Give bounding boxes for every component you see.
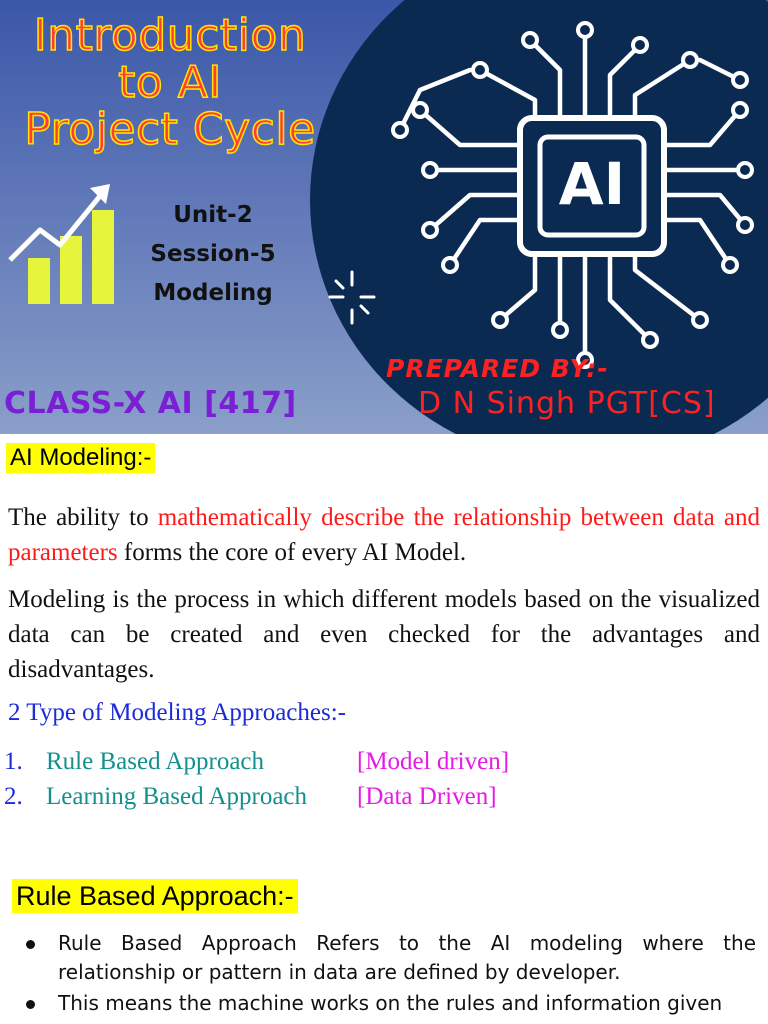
list-item [20, 929, 756, 987]
rule-based-bullets [20, 929, 756, 1020]
cover-banner [0, 0, 768, 434]
session-label: Session-5 [150, 241, 276, 267]
rule-based-heading: Rule Based Approach:- [12, 879, 298, 913]
para1-highlight: mathematically describe the relationship between data and parameters [8, 504, 760, 566]
unit-label: Unit-2 [173, 202, 253, 228]
modeling-process-paragraph: Modeling is the process in which different models based on the visualized data can be created and even checked for the advantages and disadvantages. [8, 586, 760, 683]
approach-tag: [Model driven] [357, 748, 510, 775]
approach-number: 2. [4, 783, 23, 810]
title-line-3: Project Cycle [24, 104, 316, 155]
approach-number: 1. [4, 748, 23, 775]
para1-after: forms the core of every AI Model. [117, 539, 467, 566]
title-line-2: to AI [118, 57, 222, 108]
title-line-1: Introduction [33, 10, 307, 61]
bullet-text: This means the machine works on the rules and information given [58, 991, 723, 1015]
topic-label: Modeling [153, 280, 273, 306]
chip-label: AI [558, 150, 626, 218]
para1-before: The ability to [8, 504, 158, 531]
bullet-icon [26, 940, 35, 949]
bullet-icon [26, 1000, 35, 1009]
approach-name: Learning Based Approach [46, 783, 308, 810]
growth-bar-chart-icon [10, 184, 114, 304]
prepared-by-label: PREPARED BY:- [386, 354, 609, 383]
ai-modeling-heading: AI Modeling:- [6, 443, 155, 473]
unit-info [140, 196, 286, 313]
approach-types-heading: 2 Type of Modeling Approaches:- [8, 699, 347, 726]
modeling-definition-paragraph [8, 500, 760, 570]
author-name: D N Singh PGT[CS] [418, 386, 716, 421]
class-label: CLASS-X AI [417] [4, 386, 297, 421]
cover-title [0, 12, 340, 153]
list-item [20, 989, 756, 1018]
bullet-text: Rule Based Approach Refers to the AI modeling where the relationship or pattern in data are defined by developer. [58, 931, 756, 984]
approach-tag: [Data Driven] [357, 783, 497, 810]
approach-name: Rule Based Approach [46, 748, 265, 775]
